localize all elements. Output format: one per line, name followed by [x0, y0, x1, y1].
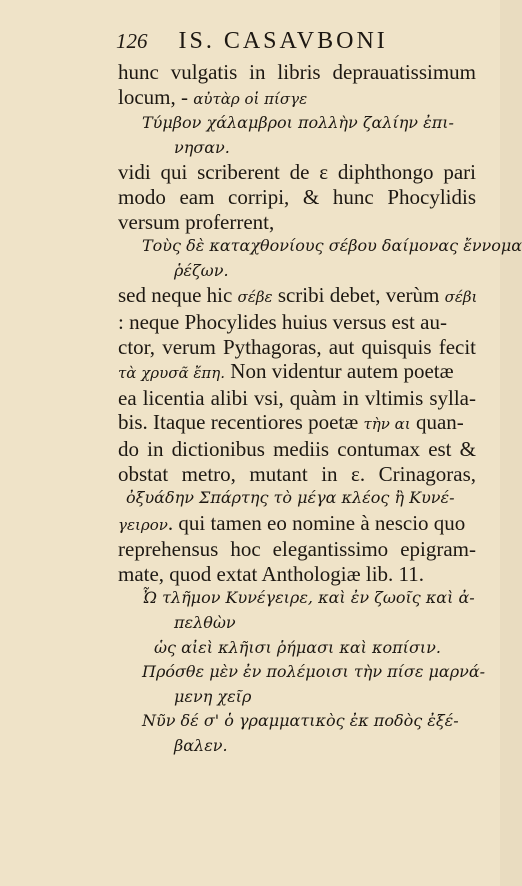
- greek-verse-line: ὡς αἰεὶ κλῆισι ῥήμασι καὶ κοπίσιν.: [154, 637, 441, 657]
- text-line: ea licentia alibi vsi, quàm in vltimis sylla-: [118, 385, 476, 410]
- page-number: 126: [116, 29, 148, 53]
- text-line: reprehensus hoc elegantissimo epigram-: [118, 537, 476, 562]
- text-line: τὰ χρυσᾶ ἔπη. Non videntur autem poetæ: [118, 359, 454, 384]
- greek-verse-line: μενη χεῖρ: [174, 686, 252, 706]
- text-line: γειρον. qui tamen eo nomine à nescio quo: [118, 510, 466, 535]
- text-line: mate, quod extat Anthologiæ lib. 11.: [118, 561, 425, 586]
- greek-fragment: τὰ χρυσᾶ ἔπη.: [118, 364, 226, 383]
- text-line: locum, - αὐτὰρ οἱ πίσγε: [118, 84, 308, 109]
- text-line: ctor, verum Pythagoras, aut quisquis fecit: [118, 334, 476, 359]
- body-text: [118, 60, 522, 759]
- text-line: do in dictionibus mediis contumax est &: [118, 436, 476, 461]
- greek-verse-line: βαλεν.: [174, 736, 228, 756]
- greek-fragment: αὐτὰρ οἱ πίσγε: [193, 89, 308, 108]
- greek-verse-line: ὀξυάδην Σπάρτης τὸ μέγα κλέος ἢ Κυνέ-: [126, 488, 455, 508]
- greek-verse-line: ῥέζων.: [174, 260, 229, 280]
- greek-verse-line: Τύμβον χάλαμβροι πολλὴν ζαλίην ἐπι-: [142, 113, 454, 133]
- greek-verse-line: νησαν.: [174, 137, 230, 157]
- text-line: modo eam corripi, & hunc Phocylidis: [118, 184, 476, 209]
- text-line: : neque Phocylides huius versus est au-: [118, 309, 447, 334]
- greek-verse-line: πελθὼν: [174, 613, 236, 633]
- greek-verse-line: Τοὺς δὲ καταχθονίους σέβου δαίμονας ἔννομα: [142, 236, 522, 256]
- greek-verse-line: Νῦν δέ σ' ὁ γραμματικὸς ἐκ ποδὸς ἐξέ-: [142, 711, 459, 731]
- text-line: vidi qui scriberent de ε diphthongo pari: [118, 160, 476, 185]
- greek-verse-line: Πρόσθε μὲν ἐν πολέμοισι τὴν πίσε μαρνά-: [142, 662, 486, 682]
- text-line: sed neque hic σέβε scribi debet, verùm σέβι: [118, 283, 478, 308]
- text-line: hunc vulgatis in libris deprauatissimum: [118, 60, 476, 84]
- greek-verse-line: Ὦ τλῆμον Κυνέγειρε, καὶ ἐν ζωοῖς καὶ ἀ-: [142, 588, 475, 608]
- text-line: bis. Itaque recentiores poetæ τὴν αι quan-: [118, 410, 464, 435]
- text-line: versum proferrent,: [118, 209, 275, 234]
- running-title: IS. CASAVBONI: [178, 28, 388, 54]
- text-line: obstat metro, mutant in ε. Crinagoras,: [118, 461, 476, 486]
- running-header: [116, 28, 482, 55]
